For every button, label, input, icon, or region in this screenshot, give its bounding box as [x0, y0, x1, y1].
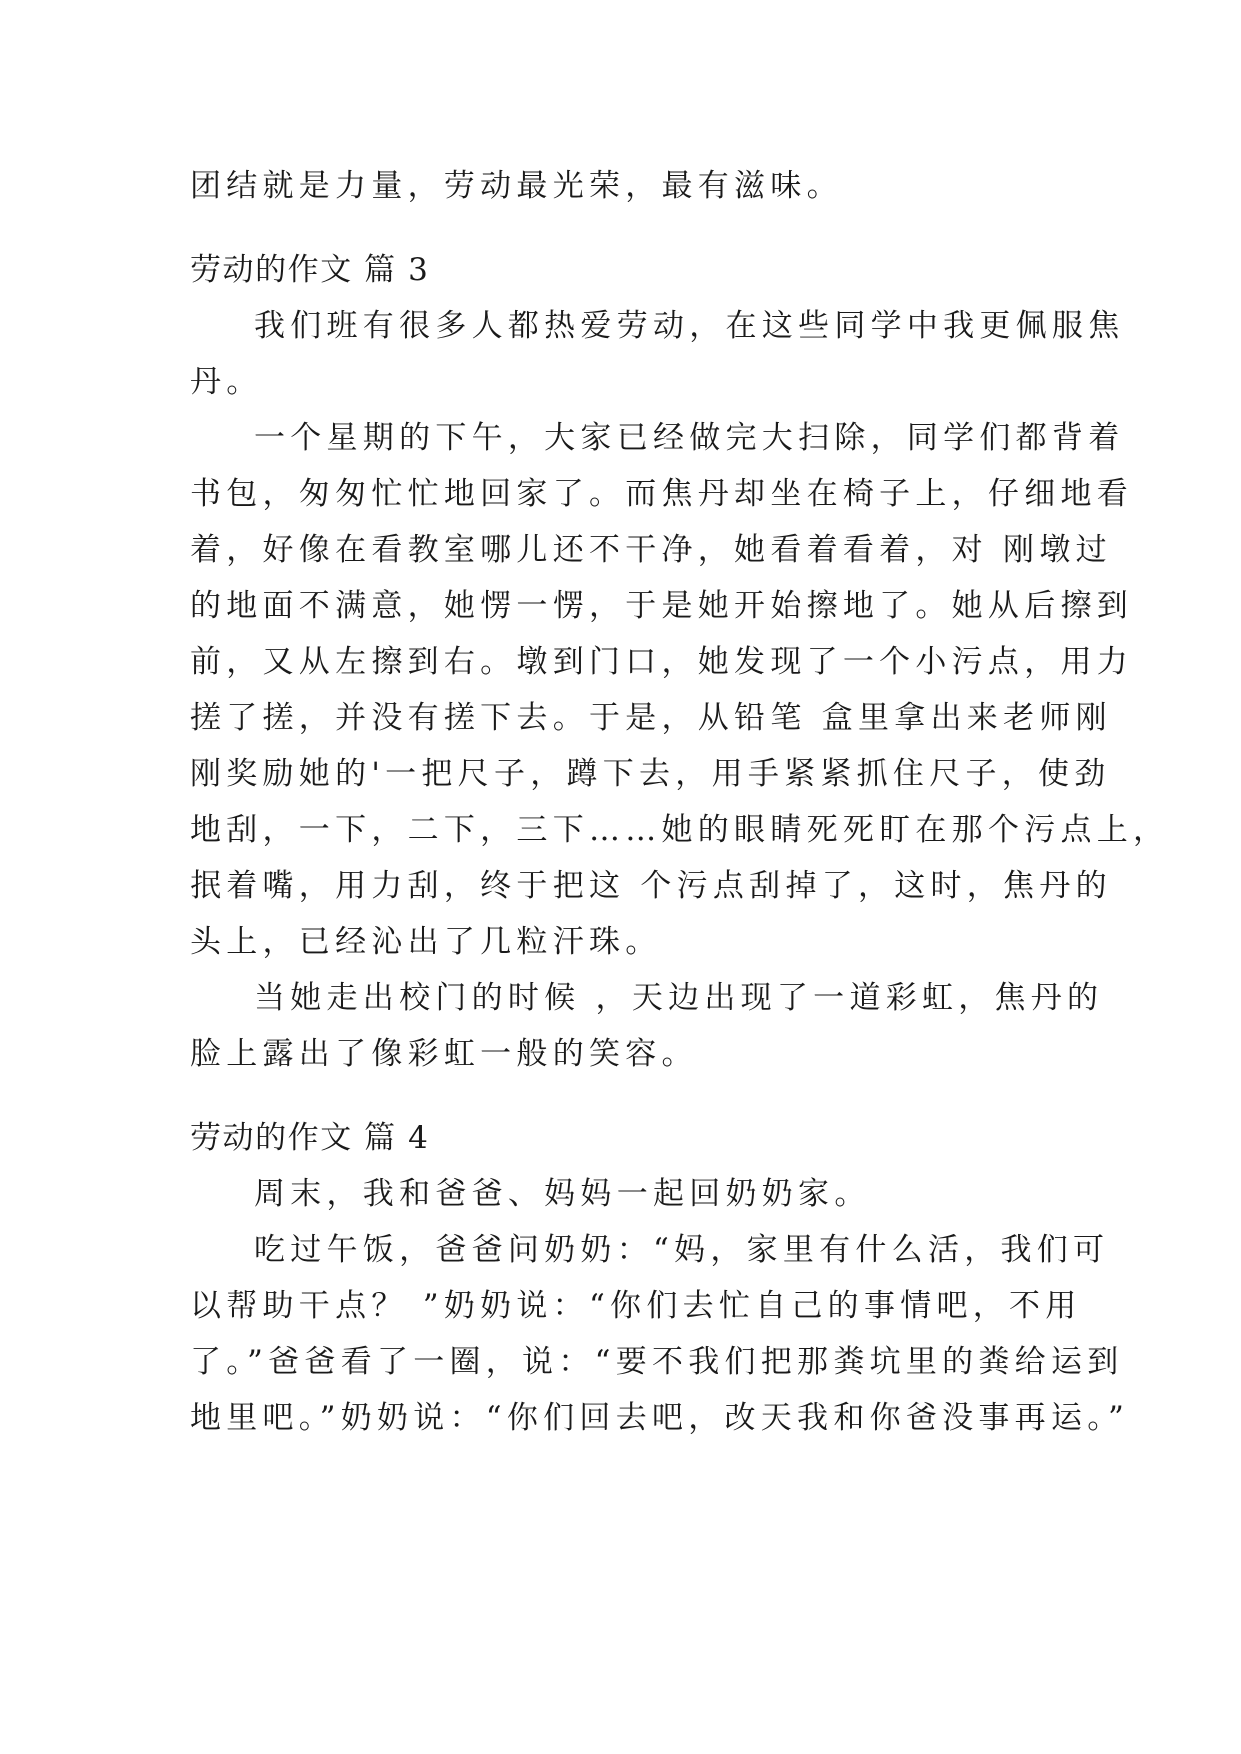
paragraph-line: 了。”爸爸看了一圈，说：“要不我们把那粪坑里的粪给运到: [190, 1344, 1124, 1380]
section-heading-4: 劳动的作文 篇 4: [190, 1120, 430, 1156]
paragraph-line: 搓了搓，并没有搓下去。于是，从铅笔 盒里拿出来老师刚: [190, 700, 1112, 736]
paragraph-line: 当她走出校门的时候 ，天边出现了一道彩虹，焦丹的: [254, 980, 1104, 1016]
paragraph-line: 着，好像在看教室哪儿还不干净，她看着看着，对 刚墩过: [190, 532, 1112, 568]
paragraph-line: 丹。: [190, 364, 263, 400]
paragraph-line: 吃过午饭，爸爸问奶奶：“妈，家里有什么活，我们可: [254, 1232, 1110, 1268]
paragraph-line: 头上，已经沁出了几粒汗珠。: [190, 924, 662, 960]
paragraph-line: 的地面不满意，她愣一愣，于是她开始擦地了。她从后擦到: [190, 588, 1134, 624]
paragraph-line: 脸上露出了像彩虹一般的笑容。: [190, 1036, 698, 1072]
paragraph-line: 前，又从左擦到右。墩到门口，她发现了一个小污点，用力: [190, 644, 1134, 680]
paragraph-line: 一个星期的下午，大家已经做完大扫除，同学们都背着: [254, 420, 1125, 456]
paragraph-line: 周末，我和爸爸、妈妈一起回奶奶家。: [254, 1176, 871, 1212]
paragraph-line: 地里吧。”奶奶说：“你们回去吧，改天我和你爸没事再运。”: [190, 1400, 1130, 1436]
paragraph-line: 团结就是力量，劳动最光荣，最有滋味。: [190, 168, 843, 204]
paragraph-line: 我们班有很多人都热爱劳动，在这些同学中我更佩服焦: [254, 308, 1125, 344]
paragraph-line: 以帮助干点？ ”奶奶说：“你们去忙自己的事情吧，不用: [190, 1288, 1082, 1324]
paragraph-line: 抿着嘴，用力刮，终于把这 个污点刮掉了，这时，焦丹的: [190, 868, 1112, 904]
paragraph-line: 地刮，一下，二下，三下……她的眼睛死死盯在那个污点上，: [190, 812, 1170, 848]
paragraph-line: 书包，匆匆忙忙地回家了。而焦丹却坐在椅子上，仔细地看: [190, 476, 1134, 512]
section-heading-3: 劳动的作文 篇 3: [190, 252, 430, 288]
paragraph-line: 刚奖励她的'一把尺子，蹲下去，用手紧紧抓住尺子，使劲: [190, 756, 1111, 792]
